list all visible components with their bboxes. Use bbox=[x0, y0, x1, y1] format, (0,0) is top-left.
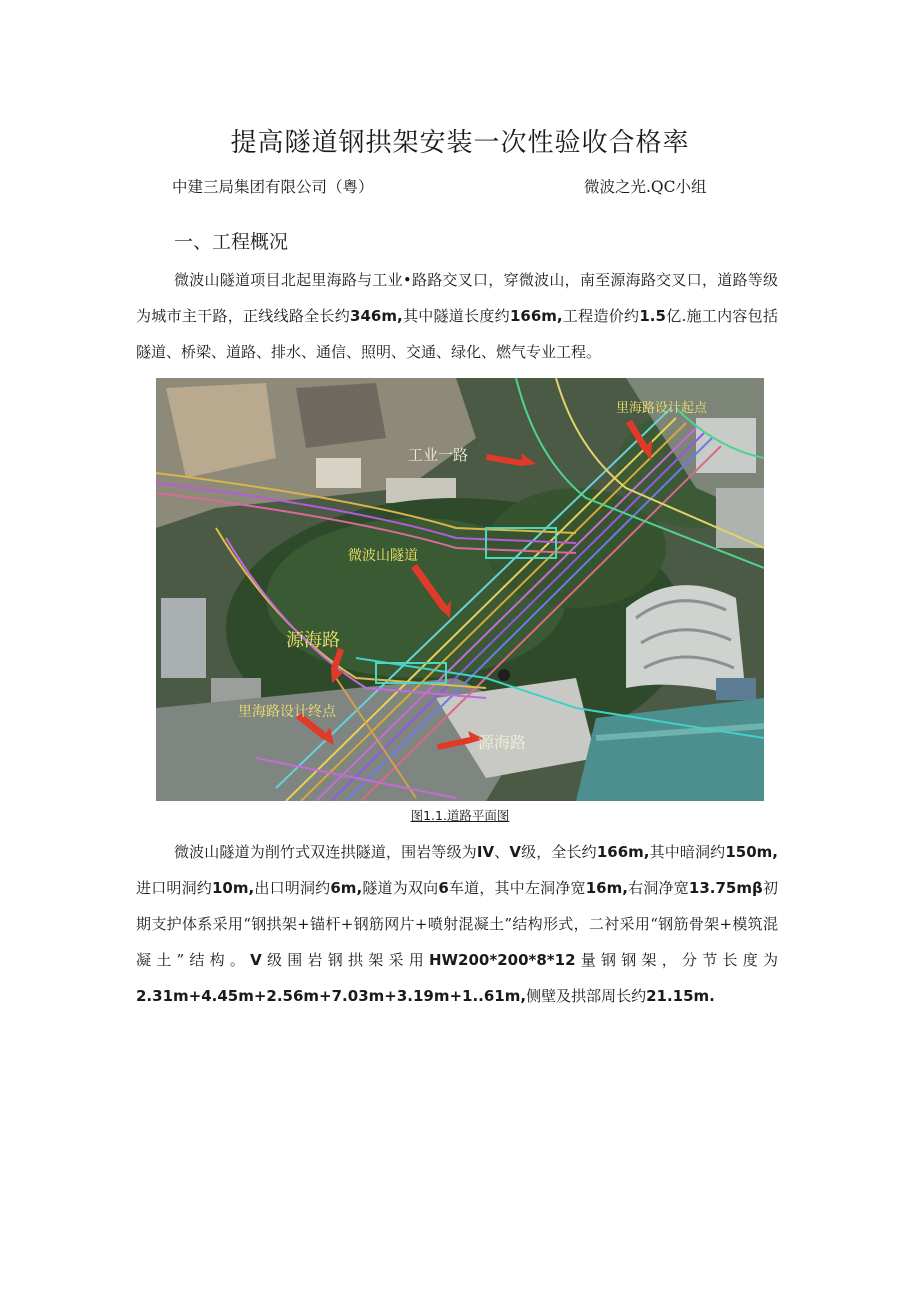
overview-paragraph: 微波山隧道项目北起里海路与工业•路路交叉口，穿微波山，南至源海路交叉口，道路等级为城市主干路，正线线路全长约346m,其中隧道长度约166m,工程造价约1.5亿.施工内容包括隧道、桥梁、道路、排水、通信、照明、交通、绿化、燃气专业工程。 bbox=[136, 271, 778, 361]
company-name: 中建三局集团有限公司（粤） bbox=[172, 178, 374, 196]
document-title: 提高隧道钢拱架安装一次性验收合格率 bbox=[230, 128, 690, 158]
label-design-end: 里海路设计终点 bbox=[238, 704, 336, 720]
qc-group-name: 微波之光.QC小组 bbox=[584, 178, 707, 196]
road-plan-aerial-image bbox=[156, 378, 764, 801]
figure-caption: 图1.1.道路平面图 bbox=[410, 808, 510, 823]
section-heading: 一、工程概况 bbox=[174, 231, 289, 253]
label-tunnel: 微波山隧道 bbox=[348, 548, 418, 564]
label-yuanhai-road-2: 源海路 bbox=[478, 733, 527, 752]
label-gongye-road: 工业一路 bbox=[408, 446, 469, 464]
label-yuanhai-road-1: 源海路 bbox=[286, 630, 340, 651]
tunnel-description-paragraph: 微波山隧道为削竹式双连拱隧道，围岩等级为IV、V级，全长约166m,其中暗洞约150m,进口明洞约10m,出口明洞约6m,隧道为双向6车道，其中左洞净宽16m,右洞净宽13.75mβ初期支护体系采用“钢拱架+锚杆+钢筋网片+喷射混凝土”结构形式，二衬采用“钢筋骨架+模筑混凝土”结构。V级围岩钢拱架采用HW200*200*8*12量钢钢架，分节长度为2.31m+4.45m+2.56m+7.03m+3.19m+1..61m,侧壁及拱部周长约21.15m. bbox=[136, 843, 778, 1005]
label-design-start: 里海路设计起点 bbox=[616, 401, 708, 416]
